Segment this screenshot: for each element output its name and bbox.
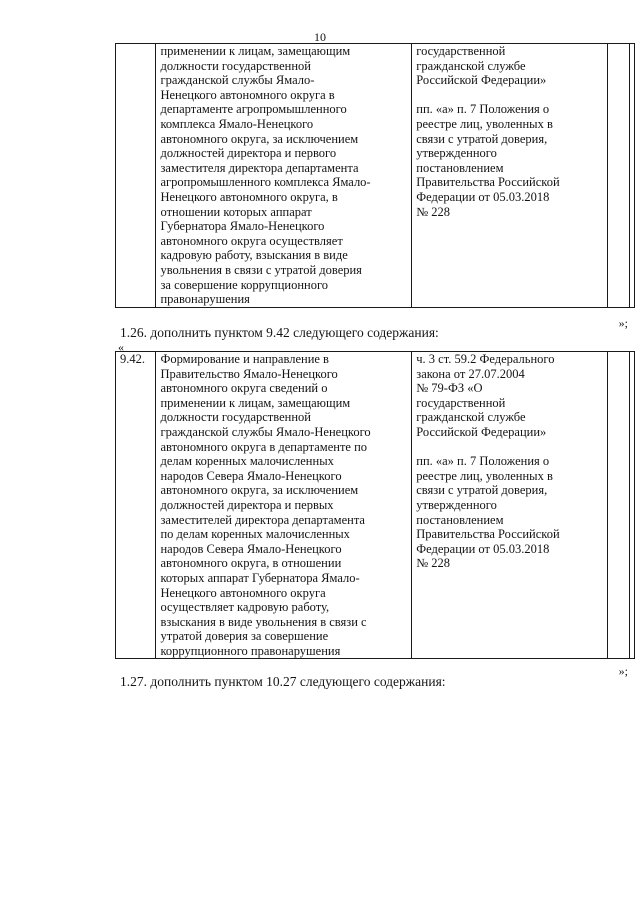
legal-basis-cell: ч. 3 ст. 59.2 Федерального закона от 27.07.2004 № 79-ФЗ «О государственной гражданской службе Российской Федерации» пп. «а» п. 7 Положения о реестре лиц, уволенных в связи с утратой доверия, утвержденного постановлением Правительства Российской Федерации от 05.03.2018 № 228 [412,352,608,659]
table-continuation [115,43,635,308]
empty-cell [608,44,629,308]
empty-cell [629,352,634,659]
item-description-cell: применении к лицам, замещающим должности государственной гражданской службы Ямало- Ненецкого автономного округа в департаменте агропромышленного комплекса Ямало-Ненецкого автономного округа, за исключением должностей директора и первого заместителя директора департамента агропромышленного комплекса Ямало- Ненецкого автономного округа, в отношении которых аппарат Губернатора Ямало-Ненецкого автономного округа осуществляет кадровую работу, взыскания в виде увольнения в связи с утратой доверия за совершение коррупционного правонарушения [156,44,412,308]
paragraph-1-27: 1.27. дополнить пунктом 10.27 следующего содержания: [120,674,446,689]
item-description-cell: Формирование и направление в Правительство Ямало-Ненецкого автономного округа сведений о применении к лицам, замещающим должности государственной гражданской службы Ямало-Ненецкого автономного округа в департаменте по делам коренных малочисленных народов Севера Ямало-Ненецкого автономного округа, за исключением должностей директора и первых заместителей директора департамента по делам коренных малочисленных народов Севера Ямало-Ненецкого автономного округа, в отношении которых аппарат Губернатора Ямало- Ненецкого автономного округа осуществляет кадровую работу, взыскания в виде увольнения в связи с утратой доверия за совершение коррупционного правонарушения [156,352,412,659]
closing-quote: »; [618,316,628,330]
table-item-9-42 [115,351,635,659]
empty-cell [629,44,634,308]
closing-quote: »; [618,664,628,678]
item-number-cell: 9.42. [116,352,156,659]
legal-basis-cell: государственной гражданской службе Российской Федерации» пп. «а» п. 7 Положения о реестре лиц, уволенных в связи с утратой доверия, утвержденного постановлением Правительства Российской Федерации от 05.03.2018 № 228 [412,44,608,308]
empty-cell [608,352,629,659]
opening-quote: « [118,340,124,354]
table-row [116,44,635,308]
paragraph-1-26: 1.26. дополнить пунктом 9.42 следующего содержания: [120,325,439,340]
page-number: 10 [314,30,326,44]
table-row [116,352,635,659]
item-number-cell [116,44,156,308]
